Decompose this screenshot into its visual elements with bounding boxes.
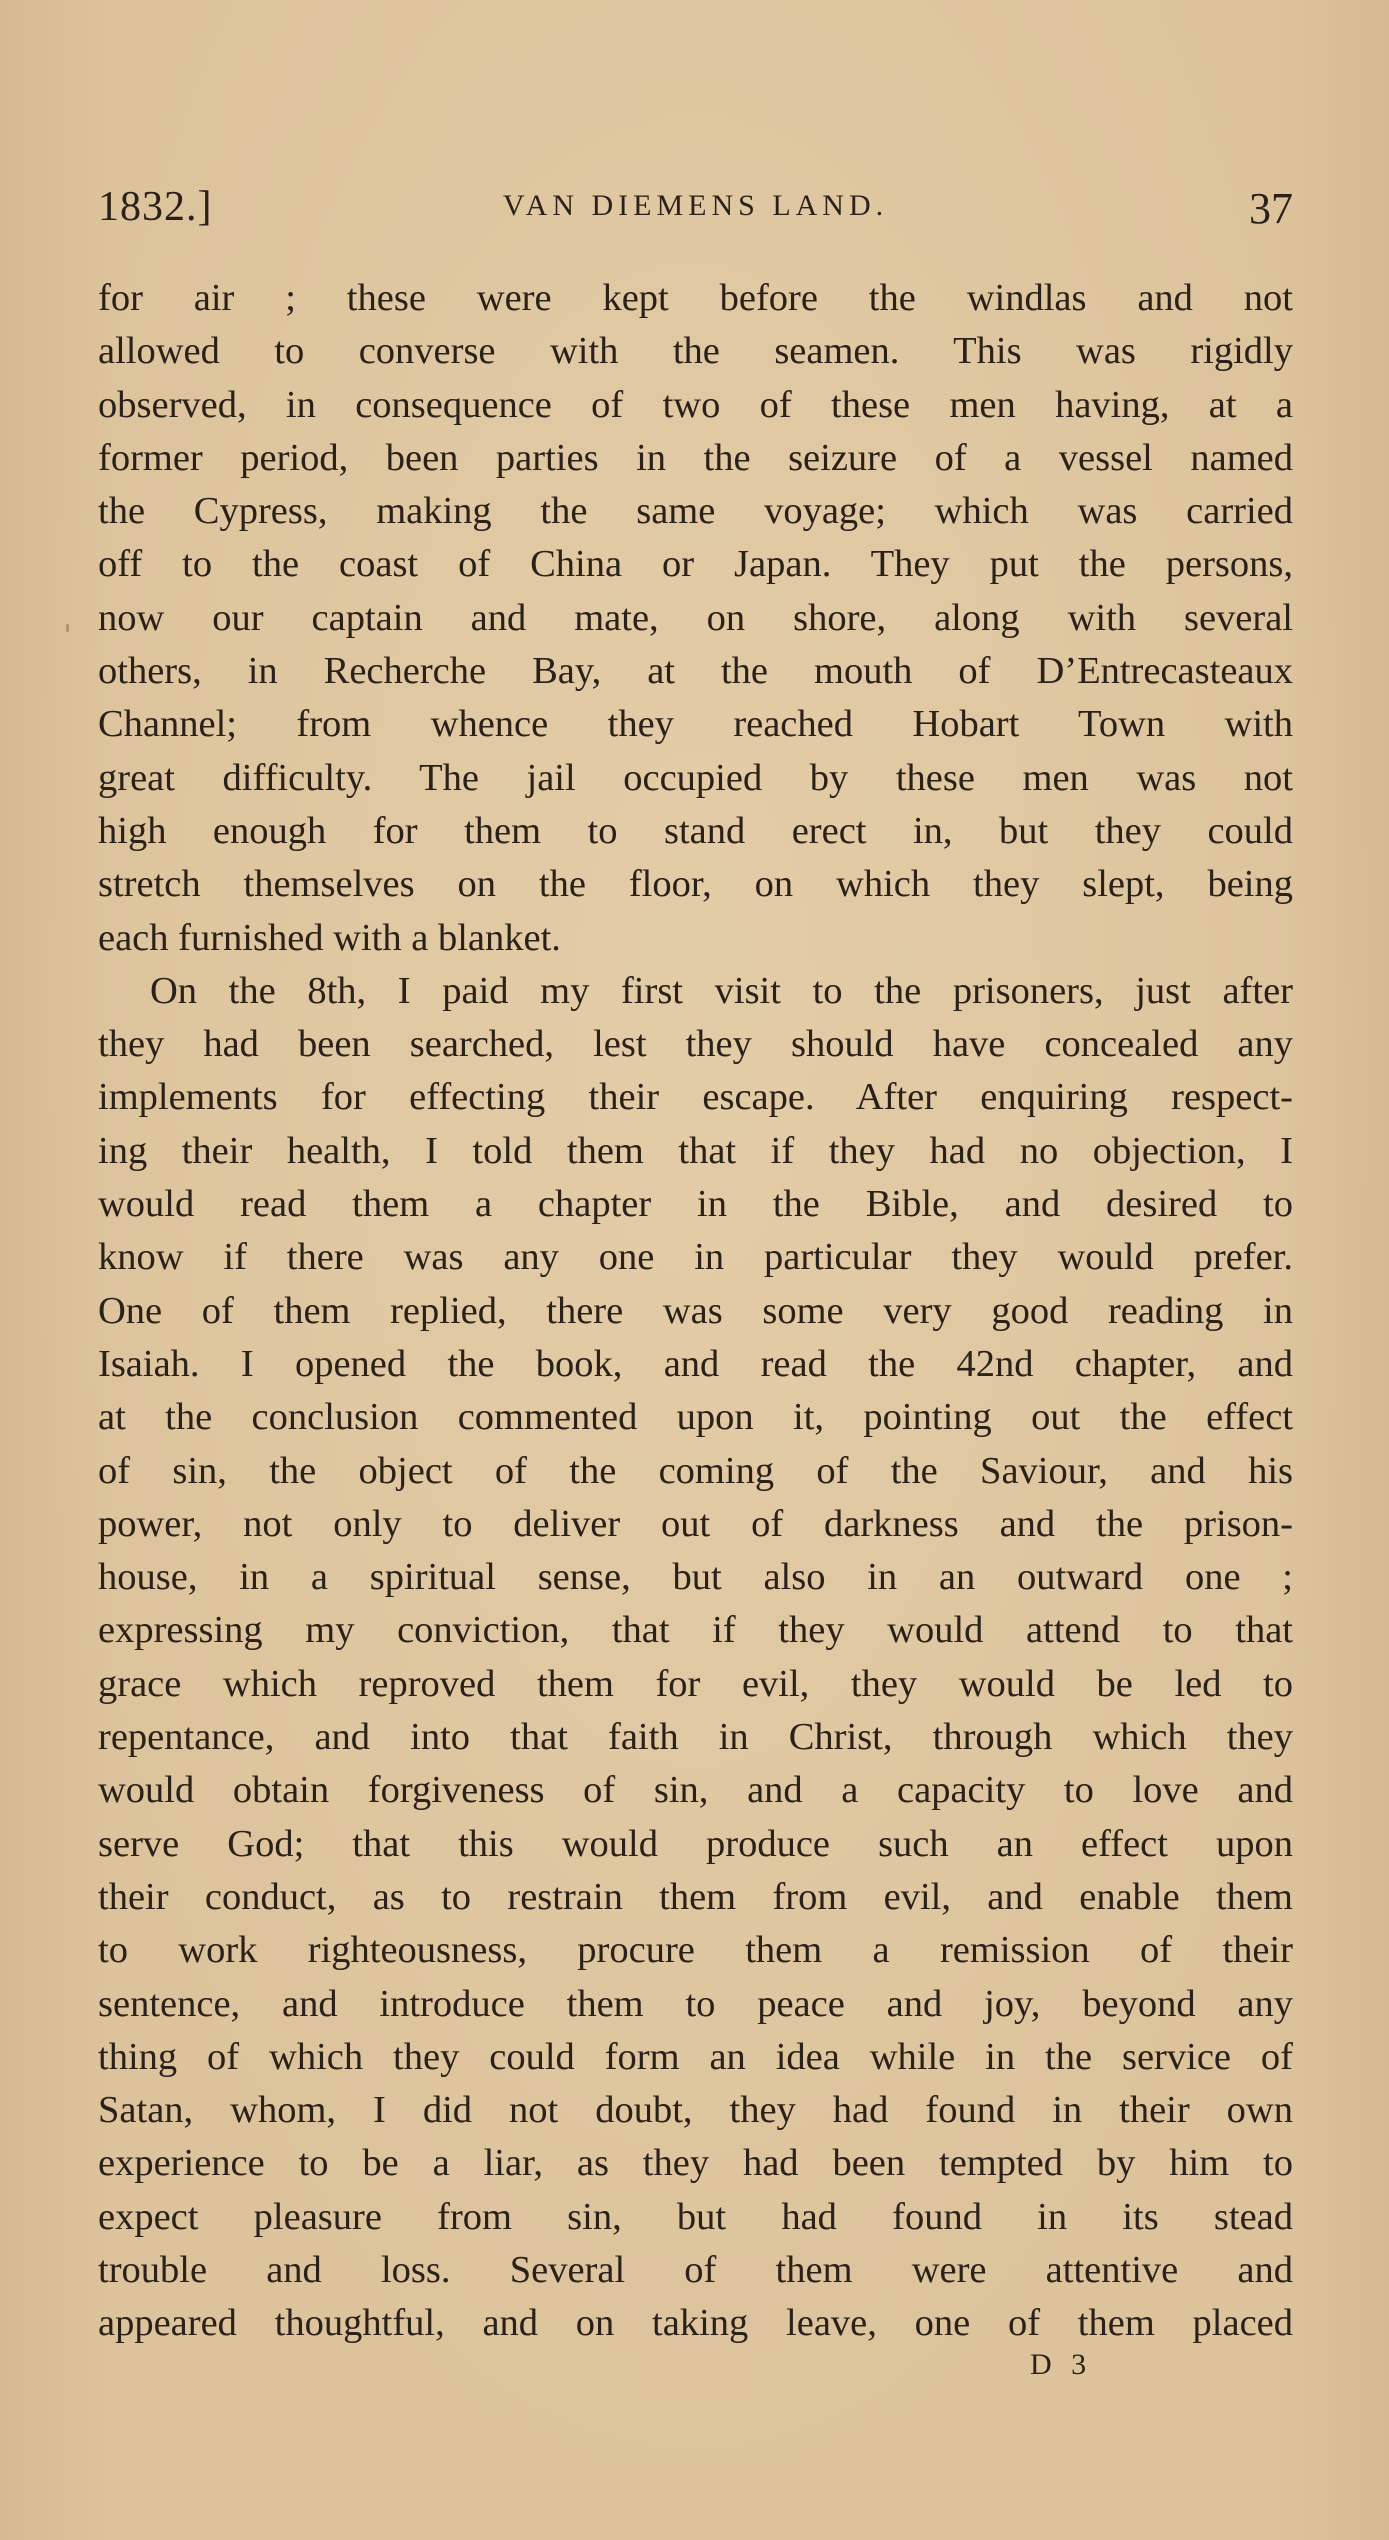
text-line: sentence, and introduce them to peace and joy, beyond any (98, 1982, 1293, 2025)
text-line: On the 8th, I paid my first visit to the prisoners, just after (150, 969, 1293, 1012)
text-line: they had been searched, lest they should have concealed any (98, 1023, 1293, 1066)
text-line: observed, in consequence of two of these men having, at a (98, 383, 1293, 426)
text-line: appeared thoughtful, and on taking leave, one of them placed (98, 2302, 1293, 2345)
text-line: serve God; that this would produce such an effect upon (98, 1822, 1293, 1865)
text-line: each furnished with a blanket. (98, 916, 561, 959)
running-head-year: 1832.] (98, 184, 213, 230)
text-line: for air ; these were kept before the windlas and not (98, 277, 1293, 319)
text-line: high enough for them to stand erect in, but they could (98, 809, 1293, 852)
signature-mark: D 3 (1030, 2348, 1093, 2381)
text-line: Satan, whom, I did not doubt, they had found in their own (98, 2089, 1293, 2132)
text-line: trouble and loss. Several of them were attentive and (98, 2248, 1293, 2291)
text-line: great difficulty. The jail occupied by these men was not (98, 756, 1293, 799)
paragraph (98, 965, 1293, 2351)
text-line: of sin, the object of the coming of the Saviour, and his (98, 1449, 1293, 1492)
text-line: power, not only to deliver out of darkness and the prison- (98, 1502, 1293, 1545)
text-line: former period, been parties in the seizure of a vessel named (98, 436, 1293, 479)
text-line: the Cypress, making the same voyage; which was carried (98, 490, 1293, 533)
paragraph (98, 272, 1293, 965)
text-line: experience to be a liar, as they had been tempted by him to (98, 2142, 1293, 2185)
text-line: would read them a chapter in the Bible, and desired to (98, 1183, 1293, 1226)
text-line: off to the coast of China or Japan. They put the persons, (98, 543, 1293, 586)
text-line: to work righteousness, procure them a remission of their (98, 1929, 1293, 1972)
text-line: house, in a spiritual sense, but also in an outward one ; (98, 1556, 1293, 1599)
text-line: others, in Recherche Bay, at the mouth of D’Entrecasteaux (98, 650, 1293, 693)
text-line: expect pleasure from sin, but had found in its stead (98, 2195, 1293, 2238)
text-line: repentance, and into that faith in Christ, through which they (98, 1716, 1293, 1759)
page-number: 37 (1249, 184, 1293, 233)
text-line: now our captain and mate, on shore, along with several (98, 596, 1293, 639)
running-head-title: VAN DIEMENS LAND. (502, 189, 889, 222)
text-line: stretch themselves on the floor, on which they slept, being (98, 863, 1293, 906)
text-line: allowed to converse with the seamen. This was rigidly (98, 330, 1293, 373)
text-line: One of them replied, there was some very good reading in (98, 1289, 1293, 1332)
text-line: ing their health, I told them that if they had no objection, I (98, 1129, 1293, 1172)
body-text (98, 272, 1293, 2351)
text-line: Isaiah. I opened the book, and read the 42nd chapter, and (98, 1342, 1293, 1385)
text-line: expressing my conviction, that if they would attend to that (98, 1609, 1293, 1652)
text-line: their conduct, as to restrain them from evil, and enable them (98, 1875, 1293, 1918)
text-line: would obtain forgiveness of sin, and a capacity to love and (98, 1769, 1293, 1812)
text-line: implements for effecting their escape. After enquiring respect- (98, 1076, 1293, 1119)
text-line: at the conclusion commented upon it, pointing out the effect (98, 1396, 1293, 1439)
text-line: grace which reproved them for evil, they would be led to (98, 1662, 1293, 1705)
running-head (98, 183, 1293, 233)
text-line: thing of which they could form an idea while in the service of (98, 2035, 1293, 2078)
margin-mark (66, 624, 69, 632)
text-line: know if there was any one in particular they would prefer. (98, 1236, 1293, 1279)
text-line: Channel; from whence they reached Hobart Town with (98, 703, 1293, 746)
